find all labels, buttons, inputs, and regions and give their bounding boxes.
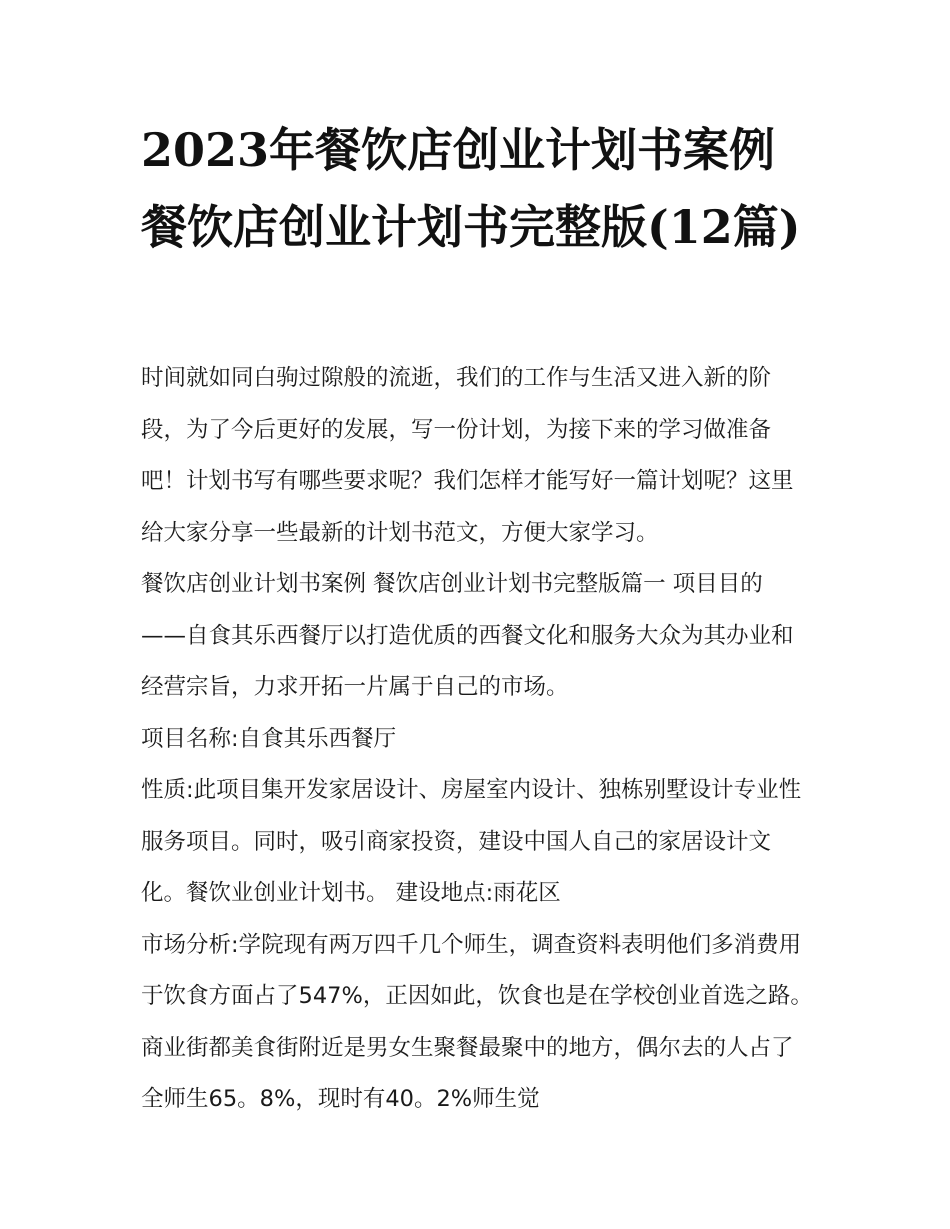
paragraph-market-analysis: 市场分析:学院现有两万四千几个师生，调查资料表明他们多消费用于饮食方面占了547%，正因如此，饮食也是在学校创业首选之路。商业街都美食街附近是男女生聚餐最聚中的地方，偶尔去的人占了全师生65。8%，现时有40。2%师生觉 [141,931,813,1112]
paragraph-project-name: 项目名称:自食其乐西餐厅 [141,725,397,752]
paragraph-project-nature: 性质:此项目集开发家居设计、房屋室内设计、独栋别墅设计专业性服务项目。同时，吸引商家投资，建设中国人自己的家居设计文化。餐饮业创业计划书。 建设地点:雨花区 [141,777,802,906]
document-body [141,353,813,1126]
paragraph-project-purpose: 餐饮店创业计划书案例 餐饮店创业计划书完整版篇一 项目目的 ——自食其乐西餐厅以打造优质的西餐文化和服务大众为其办业和经营宗旨，力求开拓一片属于自己的市场。 [141,571,794,700]
document-title: 2023年餐饮店创业计划书案例 餐饮店创业计划书完整版(12篇) [141,123,801,254]
paragraph-intro: 时间就如同白驹过隙般的流逝，我们的工作与生活又进入新的阶段，为了今后更好的发展，写一份计划，为接下来的学习做准备吧！计划书写有哪些要求呢？我们怎样才能写好一篇计划呢？这里给大家分享一些最新的计划书范文，方便大家学习。 [141,365,794,546]
